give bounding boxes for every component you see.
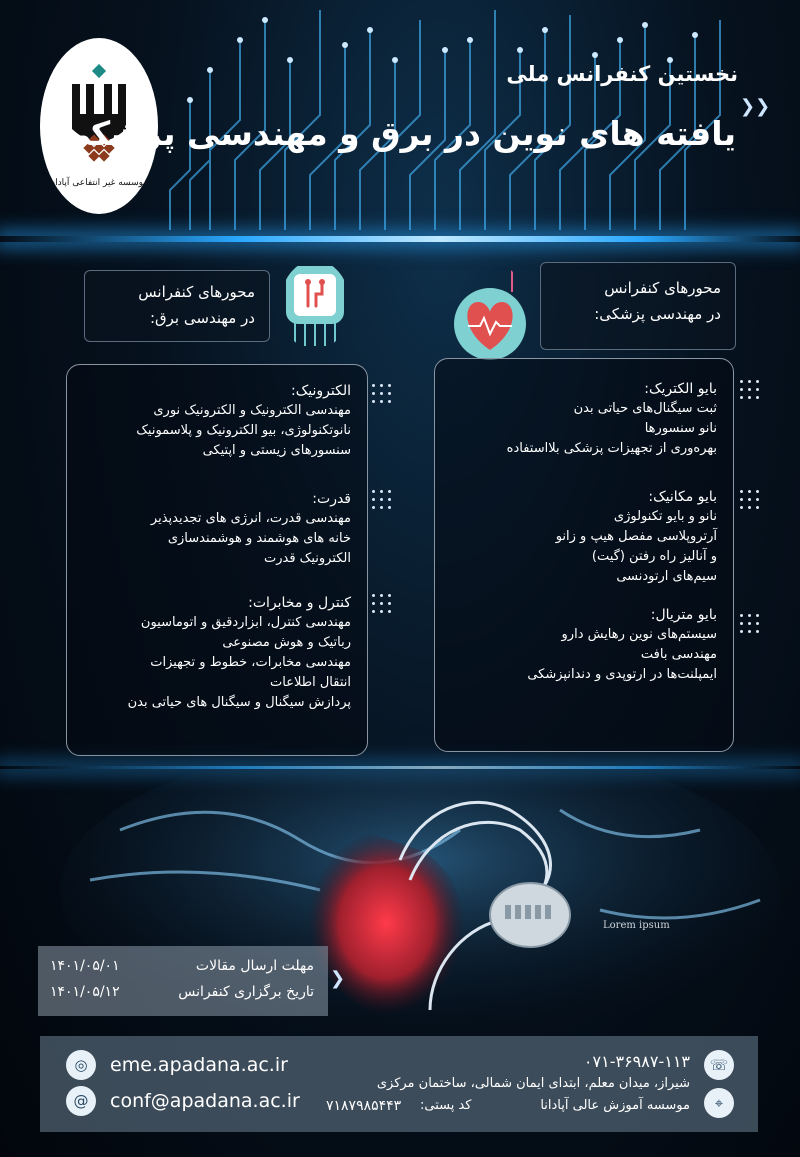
topic-title: بایو الکتریک: — [644, 381, 717, 397]
electrical-topics-box — [66, 364, 368, 756]
dots-icon — [372, 384, 392, 404]
topic-bioelectric — [507, 379, 717, 459]
topic-power — [151, 489, 351, 569]
contact-footer — [40, 1036, 758, 1132]
topic-title: قدرت: — [312, 491, 351, 507]
topic-title: بایو مکانیک: — [648, 489, 717, 505]
medical-topics-box — [434, 358, 734, 752]
dots-icon — [740, 490, 760, 510]
heart-pulse-icon — [450, 262, 530, 372]
topic-biomechanic — [556, 487, 717, 587]
chevron-right-icon: ❯❯ — [740, 96, 771, 117]
glow-divider-top — [0, 236, 800, 242]
dates-panel — [38, 946, 328, 1016]
electrical-heading — [84, 270, 270, 342]
submission-deadline-label: مهلت ارسال مقالات — [195, 958, 314, 974]
topic-line: مهندسی کنترل، ابزاردقیق و اتوماسیون — [140, 615, 351, 630]
topic-line: آرتروپلاسی مفصل هیپ و زانو — [555, 529, 717, 544]
submission-deadline-value: ۱۴۰۱/۰۵/۰۱ — [50, 958, 120, 974]
topic-line: مهندسی قدرت، انرژی های تجدیدپذیر — [150, 511, 351, 526]
web-icon: ◎ — [66, 1050, 96, 1080]
topic-electronics — [136, 381, 351, 461]
topic-line: پردازش سیگنال و سیگنال های حیاتی بدن — [127, 695, 351, 710]
topic-line: رباتیک و هوش مصنوعی — [222, 635, 351, 650]
poster-title: یافته های نوین در برق و مهندسی پزشکی — [57, 114, 736, 153]
topic-line: ثبت سیگنال‌های حیاتی بدن — [573, 401, 717, 416]
topic-title: بایو متریال: — [650, 607, 717, 623]
topic-line: و آنالیز راه رفتن (گیت) — [591, 549, 717, 564]
email-link[interactable]: conf@apadana.ac.ir — [110, 1090, 300, 1112]
phone-icon: ☏ — [704, 1050, 734, 1080]
institute-name: موسسه آموزش عالی آپادانا — [540, 1098, 690, 1113]
topic-title: کنترل و مخابرات: — [248, 595, 351, 611]
logo-caption: موسسه غیر انتفاعی آپادانا — [49, 178, 149, 188]
topic-line: سنسورهای زیستی و اپتیکی — [202, 443, 351, 458]
topic-line: نانو سنسورها — [644, 421, 717, 436]
chevron-right-icon: ❯ — [330, 968, 346, 989]
at-sign-icon: @ — [66, 1086, 96, 1116]
topic-line: نانو و بایو تکنولوژی — [613, 509, 717, 524]
topic-line: خانه های هوشمند و هوشمندسازی — [167, 531, 351, 546]
topic-line: سیم‌های ارتودنسی — [616, 569, 717, 584]
topic-line: بهره‌وری از تجهیزات پزشکی بلااستفاده — [506, 441, 717, 456]
dots-icon — [740, 380, 760, 400]
topic-line: انتقال اطلاعات — [270, 675, 351, 690]
phone-number: ۰۷۱-۳۶۹۸۷-۱۱۳ — [583, 1052, 690, 1071]
topic-line: ایمپلنت‌ها در ارتوپدی و دندانپزشکی — [527, 667, 717, 682]
website-link[interactable]: eme.apadana.ac.ir — [110, 1054, 288, 1076]
postal-code: ۷۱۸۷۹۸۵۴۴۳ — [326, 1098, 402, 1114]
topic-line: مهندسی بافت — [640, 647, 717, 662]
postal-label: کد پستی: — [420, 1098, 472, 1113]
dots-icon — [372, 490, 392, 510]
location-pin-icon: ⌖ — [704, 1088, 734, 1118]
medical-heading-line1: محورهای کنفرانس — [604, 279, 721, 297]
poster-subtitle: نخستین کنفرانس ملی — [506, 62, 738, 86]
dots-icon — [372, 594, 392, 614]
conference-date-value: ۱۴۰۱/۰۵/۱۲ — [50, 984, 120, 1000]
topic-title: الکترونیک: — [291, 383, 351, 399]
dots-icon — [740, 614, 760, 634]
medical-heading — [540, 262, 736, 350]
electrical-heading-line1: محورهای کنفرانس — [138, 283, 255, 301]
circuit-chip-icon — [280, 260, 350, 350]
topic-line: الکترونیک قدرت — [264, 551, 351, 566]
topic-line: سیستم‌های نوین رهایش دارو — [561, 627, 717, 642]
topic-line: مهندسی الکترونیک و الکترونیک نوری — [153, 403, 351, 418]
image-caption: Lorem ipsum — [603, 920, 670, 931]
topic-line: نانوتکنولوژی، بیو الکترونیک و پلاسمونیک — [136, 423, 351, 438]
topic-line: مهندسی مخابرات، خطوط و تجهیزات — [150, 655, 351, 670]
topic-biomaterial — [527, 605, 717, 685]
address-text: شیراز، میدان معلم، ابتدای ایمان شمالی، ساختمان مرکزی — [376, 1076, 690, 1091]
conference-date-label: تاریخ برگزاری کنفرانس — [178, 984, 314, 1000]
topic-control-telecom — [128, 593, 351, 713]
glow-divider-middle — [0, 766, 800, 769]
electrical-heading-line2: در مهندسی برق: — [149, 309, 255, 327]
medical-heading-line2: در مهندسی پزشکی: — [594, 305, 721, 323]
